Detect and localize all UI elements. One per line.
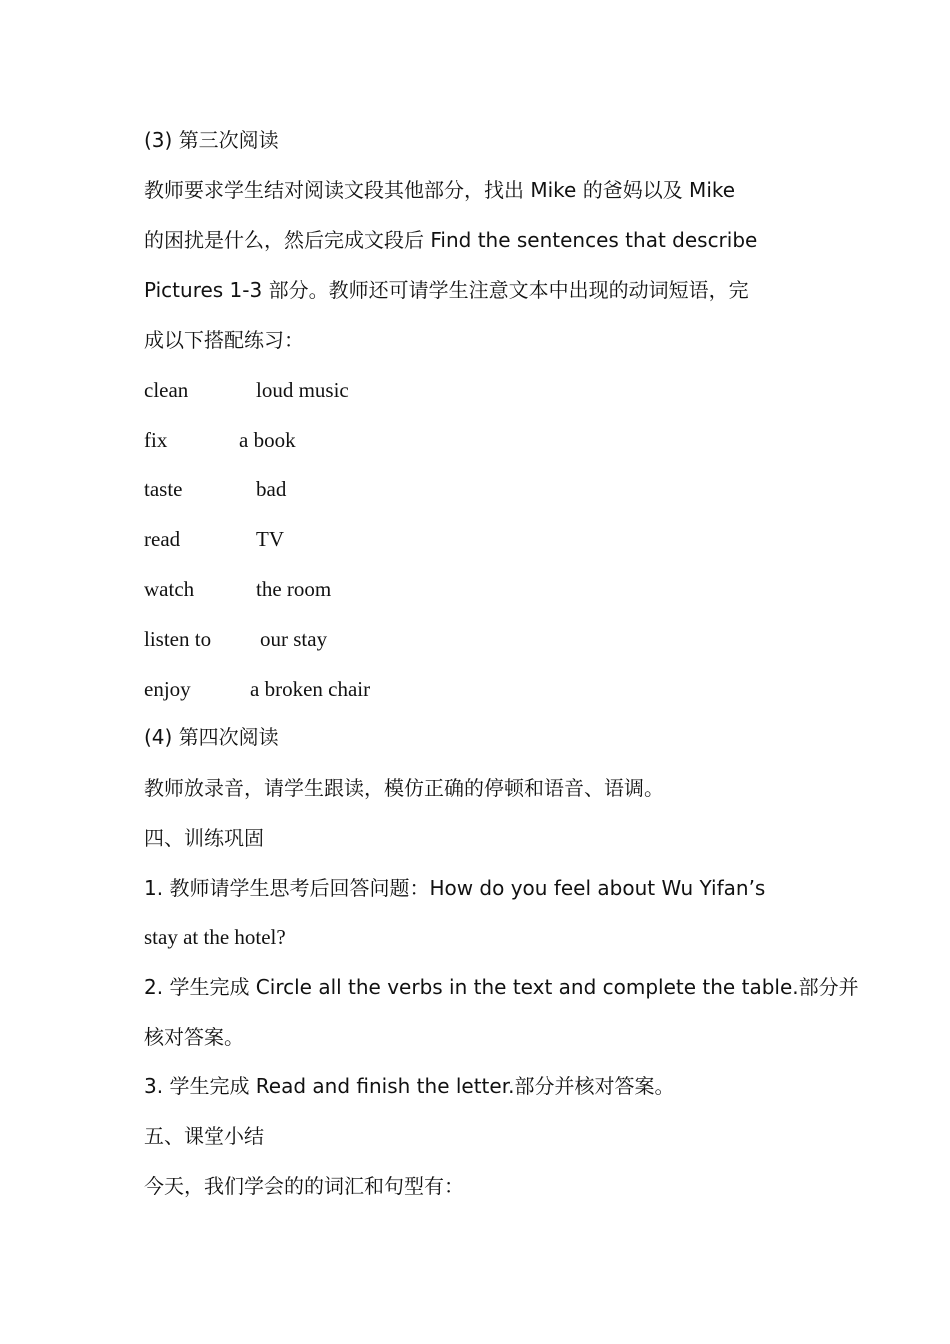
part5-text: 今天，我们学会的的词汇和句型有： (144, 1174, 464, 1198)
matching-object: our stay (260, 627, 328, 651)
part4-heading: 四、训练巩固 (144, 826, 264, 850)
section3-paragraph-line-3: Pictures 1-3 部分。教师还可请学生注意文本中出现的动词短语，完 (144, 278, 749, 302)
part5-heading: 五、课堂小结 (144, 1124, 264, 1148)
matching-object: a book (239, 428, 296, 452)
matching-object: the room (256, 577, 332, 601)
part4-item1-line1: 1. 教师请学生思考后回答问题：How do you feel about Wu Yifan’s (144, 876, 766, 900)
matching-verb: enjoy (144, 677, 191, 701)
section3-paragraph-line-1: 教师要求学生结对阅读文段其他部分，找出 Mike 的爸妈以及 Mike (144, 178, 736, 202)
matching-verb: watch (144, 577, 195, 601)
section3-paragraph-line-2: 的困扰是什么，然后完成文段后 Find the sentences that describe (144, 228, 758, 252)
section4-heading: (4) 第四次阅读 (144, 725, 279, 749)
matching-row (144, 375, 349, 405)
part4-item2-line1: 2. 学生完成 Circle all the verbs in the text and complete the table.部分并 (144, 975, 859, 999)
matching-object: loud music (256, 378, 349, 402)
matching-verb: listen to (144, 627, 212, 651)
matching-verb: fix (144, 428, 168, 452)
matching-verb: clean (144, 378, 189, 402)
matching-verb: taste (144, 477, 183, 501)
section4-text: 教师放录音，请学生跟读，模仿正确的停顿和语音、语调。 (144, 776, 664, 800)
matching-row (144, 624, 328, 654)
part4-item3: 3. 学生完成 Read and finish the letter.部分并核对答案。 (144, 1074, 675, 1098)
section3-heading: (3) 第三次阅读 (144, 128, 279, 152)
matching-row (144, 474, 287, 504)
part4-item1-line2: stay at the hotel? (144, 925, 286, 949)
matching-row (144, 425, 296, 455)
matching-row (144, 674, 371, 704)
matching-verb: read (144, 527, 181, 551)
matching-object: a broken chair (250, 677, 371, 701)
section3-paragraph-line-4: 成以下搭配练习： (144, 328, 304, 352)
matching-row (144, 524, 284, 554)
matching-object: TV (256, 527, 284, 551)
matching-row (144, 574, 332, 604)
matching-object: bad (256, 477, 287, 501)
part4-item2-line2: 核对答案。 (144, 1025, 244, 1049)
